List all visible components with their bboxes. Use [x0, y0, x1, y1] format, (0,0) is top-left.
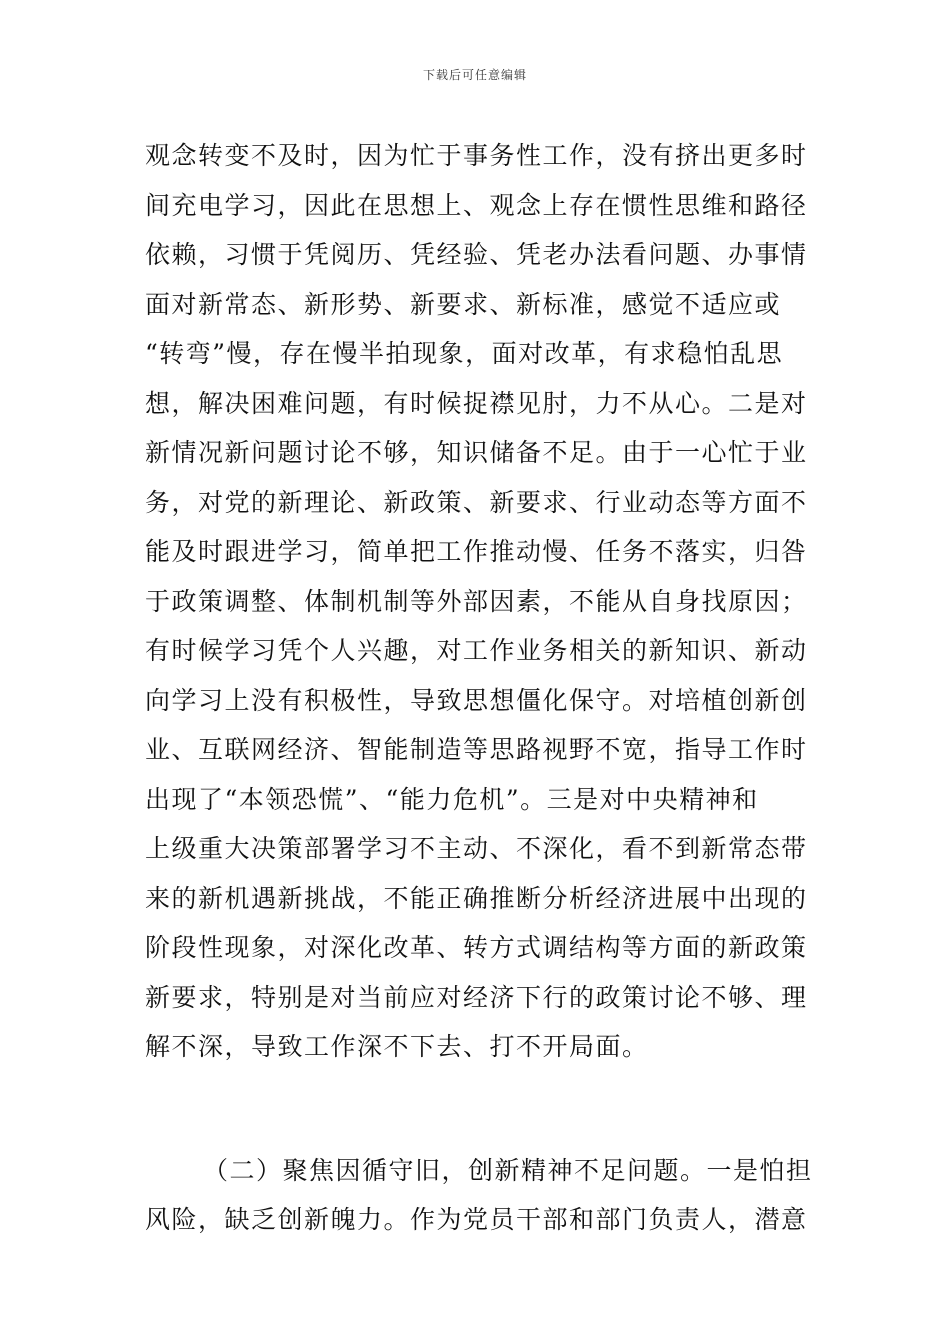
text-line: 新要求，特别是对当前应对经济下行的政策讨论不够、理 [145, 982, 808, 1012]
text-line: 上级重大决策部署学习不主动、不深化，看不到新常态带 [145, 834, 808, 863]
text-line: 间充电学习，因此在思想上、观念上存在惯性思维和路径 [145, 190, 808, 220]
text-line: 向学习上没有积极性，导致思想僵化保守。对培植创新创 [145, 685, 808, 715]
text-line: 面对新常态、新形势、新要求、新标准，感觉不适应或 [145, 289, 782, 319]
text-line: 解不深，导致工作深不下去、打不开局面。 [145, 1032, 649, 1061]
text-line: “转弯”慢，存在慢半拍现象，面对改革，有求稳怕乱思 [145, 339, 784, 368]
text-line: 阶段性现象，对深化改革、转方式调结构等方面的新政策 [145, 933, 808, 962]
paragraph-spacer [145, 1072, 810, 1146]
paragraph [145, 1146, 813, 1245]
text-line: （二）聚焦因循守旧，创新精神不足问题。一是怕担 [203, 1155, 813, 1185]
text-line: 有时候学习凭个人兴趣，对工作业务相关的新知识、新动 [145, 636, 808, 665]
text-line: 想，解决困难问题，有时候捉襟见肘，力不从心。二是对 [145, 388, 808, 418]
text-line: 来的新机遇新挑战，不能正确推断分析经济进展中出现的 [145, 883, 808, 913]
text-line: 出现了“本领恐慌”、“能力危机”。三是对中央精神和 [145, 784, 759, 814]
text-line: 业、互联网经济、智能制造等思路视野不宽，指导工作时 [145, 735, 808, 764]
text-line: 新情况新问题讨论不够，知识储备不足。由于一心忙于业 [145, 438, 808, 467]
text-line: 风险，缺乏创新魄力。作为党员干部和部门负责人，潜意 [145, 1205, 808, 1234]
document-body [145, 131, 813, 1245]
text-line: 观念转变不及时，因为忙于事务性工作，没有挤出更多时 [145, 141, 808, 170]
text-line: 依赖，习惯于凭阅历、凭经验、凭老办法看问题、办事情 [145, 240, 808, 269]
paragraph [145, 131, 810, 1072]
text-line: 能及时跟进学习，简单把工作推动慢、任务不落实，归咎 [145, 537, 808, 566]
text-line: 于政策调整、体制机制等外部因素，不能从自身找原因； [145, 586, 808, 616]
page-header: 下载后可任意编辑 [422, 68, 527, 82]
text-line: 务，对党的新理论、新政策、新要求、行业动态等方面不 [145, 487, 808, 517]
